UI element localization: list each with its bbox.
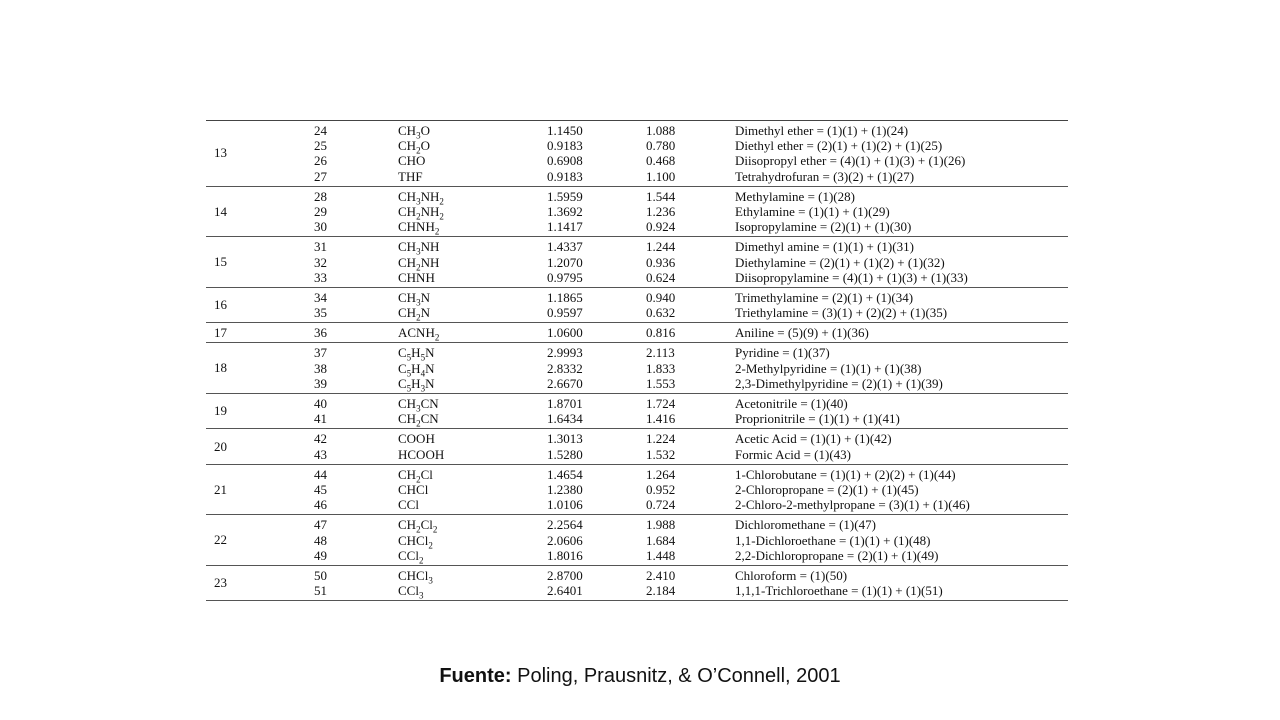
table-row [206, 375, 1068, 394]
q-value: 1.244 [646, 239, 676, 255]
q-value: 1.100 [646, 168, 676, 184]
table-row [206, 447, 1068, 462]
subgroup-number: 34 [314, 289, 327, 305]
q-value: 1.416 [646, 411, 676, 427]
subgroup-name: CCl$_3$ [398, 583, 424, 601]
table-row [206, 305, 1068, 323]
example-assignment: Proprionitrile = (1)(1) + (1)(41) [735, 411, 900, 427]
example-assignment: 2,3-Dimethylpyridine = (2)(1) + (1)(39) [735, 375, 943, 391]
r-value: 0.9183 [547, 138, 583, 154]
subgroup-number: 26 [314, 153, 327, 169]
subgroup-number: 32 [314, 254, 327, 270]
table-row [206, 497, 1068, 512]
example-assignment: 1,1-Dichloroethane = (1)(1) + (1)(48) [735, 532, 931, 548]
table-row [206, 567, 1068, 586]
r-value: 1.2070 [547, 254, 583, 270]
table-group [206, 237, 1068, 288]
subgroup-name: $C_5H_4N$ [398, 360, 435, 379]
table-row [206, 482, 1068, 497]
r-value: 1.5280 [547, 446, 583, 462]
q-value: 1.264 [646, 466, 676, 482]
q-value: 1.724 [646, 396, 676, 411]
table-group [206, 323, 1068, 343]
table-row [206, 138, 1068, 156]
table-row [206, 532, 1068, 551]
r-value: 1.3013 [547, 431, 583, 447]
r-value: 1.8701 [547, 396, 583, 411]
table-row [206, 169, 1068, 184]
q-value: 0.724 [646, 497, 676, 513]
subgroup-number: 33 [314, 269, 327, 285]
table-group [206, 187, 1068, 238]
example-assignment: Acetonitrile = (1)(40) [735, 396, 848, 411]
r-value: 1.1417 [547, 219, 583, 235]
r-value: 1.6434 [547, 411, 583, 427]
r-value: 0.6908 [547, 153, 583, 169]
example-assignment: Isopropylamine = (2)(1) + (1)(30) [735, 219, 912, 235]
example-assignment: Diethyl ether = (2)(1) + (1)(2) + (1)(25) [735, 138, 943, 154]
q-value: 0.940 [646, 289, 676, 305]
table-group [206, 566, 1068, 601]
main-group-number: 22 [214, 532, 227, 548]
r-value: 0.9597 [547, 305, 583, 321]
q-value: 0.952 [646, 481, 676, 497]
r-value: 2.8700 [547, 567, 583, 583]
main-group-number: 14 [214, 203, 227, 219]
example-assignment: Triethylamine = (3)(1) + (2)(2) + (1)(35) [735, 305, 948, 321]
subgroup-number: 25 [314, 138, 327, 154]
example-assignment: Ethylamine = (1)(1) + (1)(29) [735, 203, 890, 219]
table-row [206, 396, 1068, 414]
subgroup-number: 50 [314, 567, 327, 583]
r-value: 1.3692 [547, 203, 583, 219]
subgroup-number: 37 [314, 345, 327, 361]
example-assignment: Diisopropylamine = (4)(1) + (1)(3) + (1)(33) [735, 269, 968, 285]
r-value: 1.4654 [547, 466, 583, 482]
q-value: 1.224 [646, 431, 676, 447]
subgroup-name: $CH_3O$ [398, 123, 430, 141]
subgroup-number: 44 [314, 466, 327, 482]
q-value: 0.632 [646, 305, 676, 321]
subgroup-number: 49 [314, 547, 327, 563]
r-value: 1.1865 [547, 289, 583, 305]
example-assignment: Diisopropyl ether = (4)(1) + (1)(3) + (1)(26) [735, 153, 966, 169]
subgroup-number: 24 [314, 123, 327, 138]
subgroup-name: $CH_3NH$ [398, 239, 440, 257]
table-row [206, 239, 1068, 257]
table-row [206, 583, 1068, 601]
main-group-number: 16 [214, 297, 227, 313]
r-value: 2.0606 [547, 532, 583, 548]
subgroup-number: 47 [314, 517, 327, 533]
table-group [206, 288, 1068, 323]
subgroup-name: CHO [398, 153, 426, 169]
example-assignment: 2-Methylpyridine = (1)(1) + (1)(38) [735, 360, 922, 376]
subgroup-number: 46 [314, 497, 327, 513]
subgroup-name: $CH_2O$ [398, 138, 430, 156]
main-group-number: 15 [214, 254, 227, 270]
subgroup-name: $CH_3CN$ [398, 396, 439, 414]
r-value: 2.9993 [547, 345, 583, 361]
subgroup-name: $CH_2N$ [398, 305, 430, 323]
example-assignment: Dimethyl amine = (1)(1) + (1)(31) [735, 239, 914, 255]
subgroup-number: 29 [314, 203, 327, 219]
table-group [206, 121, 1068, 187]
q-value: 1.532 [646, 446, 676, 462]
q-value: 0.624 [646, 269, 676, 285]
example-assignment: Dimethyl ether = (1)(1) + (1)(24) [735, 123, 909, 138]
subgroup-number: 38 [314, 360, 327, 376]
subgroup-name: $CH_2Cl$ [398, 466, 433, 485]
table-group [206, 429, 1068, 464]
r-value: 1.5959 [547, 188, 583, 204]
subgroup-name: THF [398, 168, 423, 184]
table-row [206, 466, 1068, 485]
main-group-number: 18 [214, 360, 227, 376]
q-value: 1.988 [646, 517, 676, 533]
example-assignment: Acetic Acid = (1)(1) + (1)(42) [735, 431, 892, 447]
example-assignment: Trimethylamine = (2)(1) + (1)(34) [735, 289, 914, 305]
subgroup-name: CHCl$_2$ [398, 532, 433, 551]
main-group-number: 23 [214, 575, 227, 591]
example-assignment: Methylamine = (1)(28) [735, 188, 855, 204]
r-value: 1.2380 [547, 481, 583, 497]
example-assignment: Diethylamine = (2)(1) + (1)(2) + (1)(32) [735, 254, 945, 270]
subgroup-name: $C_5H_3N$ [398, 375, 435, 394]
r-value: 0.9795 [547, 269, 583, 285]
main-group-number: 13 [214, 145, 227, 161]
main-group-number: 19 [214, 403, 227, 419]
example-assignment: Tetrahydrofuran = (3)(2) + (1)(27) [735, 168, 915, 184]
subgroup-name: $C_5H_5N$ [398, 345, 435, 364]
table-row [206, 345, 1068, 364]
table-row [206, 547, 1068, 566]
subgroup-name: $CH_3N$ [398, 289, 430, 308]
q-value: 1.544 [646, 188, 676, 204]
example-assignment: 1-Chlorobutane = (1)(1) + (2)(2) + (1)(44) [735, 466, 956, 482]
subgroup-number: 36 [314, 325, 327, 341]
main-group-number: 21 [214, 481, 227, 497]
subgroup-number: 42 [314, 431, 327, 447]
subgroup-name: $CH_2NH$ [398, 254, 440, 273]
subgroup-number: 40 [314, 396, 327, 411]
subgroup-number: 30 [314, 219, 327, 235]
subgroup-name: CHCl [398, 481, 429, 497]
source-citation [0, 665, 1280, 688]
q-value: 1.833 [646, 360, 676, 376]
unifac-group-table [206, 120, 1068, 601]
table-row [206, 203, 1068, 222]
r-value: 1.8016 [547, 547, 583, 563]
r-value: 0.9183 [547, 168, 583, 184]
subgroup-name: $CH_2NH_2$ [398, 203, 444, 222]
table-row [206, 123, 1068, 141]
table-row [206, 270, 1068, 285]
subgroup-number: 48 [314, 532, 327, 548]
table-row [206, 219, 1068, 237]
main-group-number: 17 [214, 324, 227, 340]
example-assignment: Chloroform = (1)(50) [735, 567, 848, 583]
q-value: 1.684 [646, 532, 676, 548]
r-value: 1.0106 [547, 497, 583, 513]
table-row [206, 325, 1068, 343]
table-row [206, 188, 1068, 207]
r-value: 1.4337 [547, 239, 583, 255]
example-assignment: Pyridine = (1)(37) [735, 345, 830, 361]
subgroup-name: $CHNH_2$ [398, 219, 440, 237]
subgroup-number: 41 [314, 411, 327, 427]
subgroup-number: 43 [314, 446, 327, 462]
q-value: 0.816 [646, 325, 676, 341]
subgroup-number: 39 [314, 375, 327, 391]
subgroup-name: HCOOH [398, 446, 445, 462]
r-value: 2.6401 [547, 583, 583, 599]
r-value: 2.8332 [547, 360, 583, 376]
q-value: 2.113 [646, 345, 675, 361]
subgroup-name: $CH_3NH_2$ [398, 188, 444, 207]
table-row [206, 153, 1068, 168]
example-assignment: 2,2-Dichloropropane = (2)(1) + (1)(49) [735, 547, 939, 563]
table-row [206, 289, 1068, 308]
q-value: 2.184 [646, 583, 676, 599]
q-value: 0.468 [646, 153, 676, 169]
main-group-number: 20 [214, 438, 227, 454]
example-assignment: 1,1,1-Trichloroethane = (1)(1) + (1)(51) [735, 583, 943, 599]
table-group [206, 515, 1068, 566]
r-value: 2.6670 [547, 375, 583, 391]
subgroup-name: $CH_2Cl_2$ [398, 517, 438, 535]
subgroup-number: 31 [314, 239, 327, 255]
q-value: 2.410 [646, 567, 676, 583]
source-label: Fuente: [439, 665, 512, 687]
table-row [206, 411, 1068, 429]
subgroup-name: COOH [398, 431, 435, 447]
example-assignment: Aniline = (5)(9) + (1)(36) [735, 325, 869, 341]
table-row [206, 517, 1068, 535]
example-assignment: 2-Chloro-2-methylpropane = (3)(1) + (1)(46) [735, 497, 970, 513]
subgroup-name: $ACNH_2$ [398, 325, 440, 343]
q-value: 1.553 [646, 375, 676, 391]
subgroup-number: 45 [314, 481, 327, 497]
example-assignment: Formic Acid = (1)(43) [735, 446, 852, 462]
table-group [206, 465, 1068, 516]
subgroup-number: 27 [314, 168, 327, 184]
q-value: 1.448 [646, 547, 676, 563]
subgroup-number: 28 [314, 188, 327, 204]
q-value: 1.088 [646, 123, 676, 138]
subgroup-name: CCl$_2$ [398, 547, 424, 566]
subgroup-name: CCl [398, 497, 419, 513]
table-row [206, 254, 1068, 273]
q-value: 0.924 [646, 219, 676, 235]
subgroup-number: 35 [314, 305, 327, 321]
q-value: 1.236 [646, 203, 676, 219]
subgroup-name: $CH_2CN$ [398, 411, 439, 429]
subgroup-name: CHCl$_3$ [398, 567, 433, 586]
table-group [206, 343, 1068, 394]
table-group [206, 394, 1068, 429]
example-assignment: Dichloromethane = (1)(47) [735, 517, 876, 533]
table-row [206, 360, 1068, 379]
subgroup-name: CHNH [398, 269, 435, 285]
r-value: 2.2564 [547, 517, 583, 533]
source-text: Poling, Prausnitz, & O’Connell, 2001 [511, 665, 841, 687]
q-value: 0.780 [646, 138, 676, 154]
subgroup-number: 51 [314, 583, 327, 599]
q-value: 0.936 [646, 254, 676, 270]
r-value: 1.0600 [547, 325, 583, 341]
r-value: 1.1450 [547, 123, 583, 138]
table-row [206, 431, 1068, 446]
example-assignment: 2-Chloropropane = (2)(1) + (1)(45) [735, 481, 919, 497]
